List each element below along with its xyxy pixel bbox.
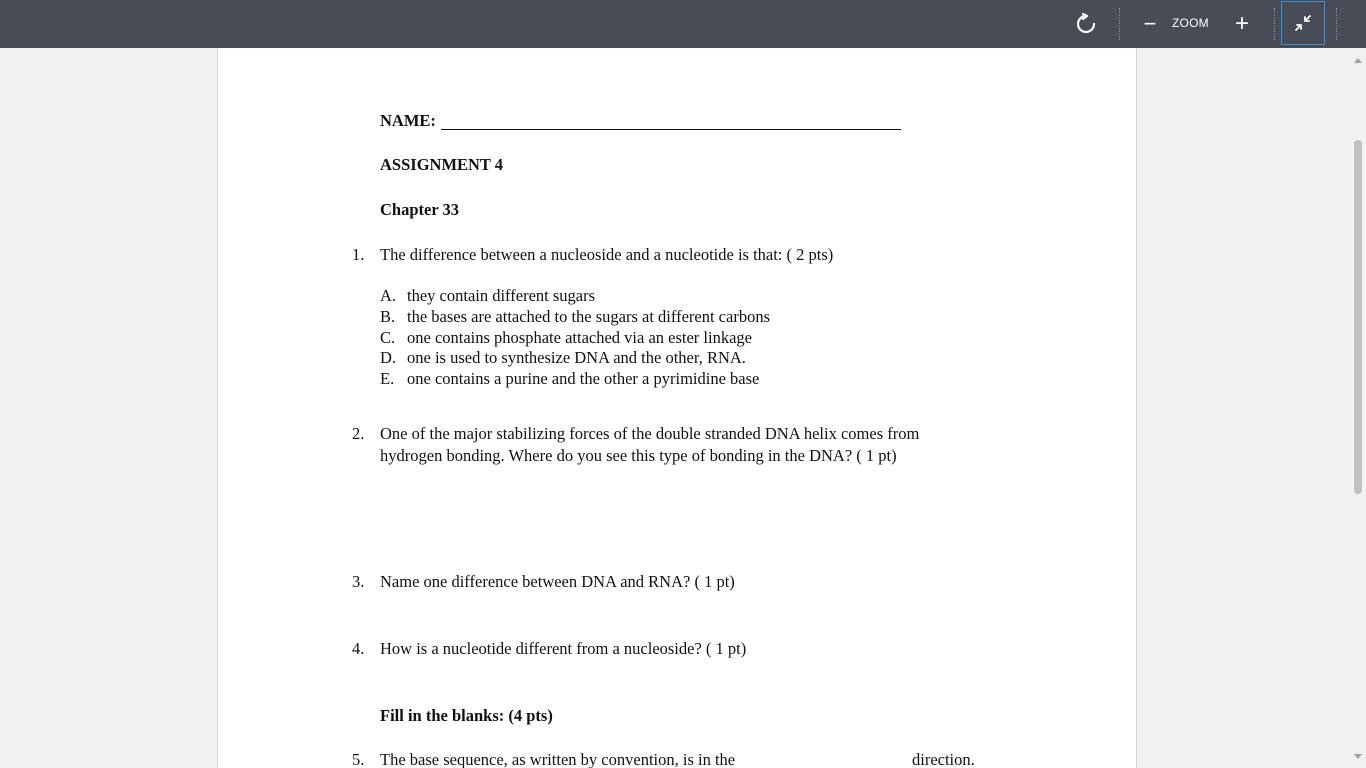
zoom-out-button[interactable] — [1136, 10, 1164, 38]
scroll-down-arrow-icon[interactable] — [1354, 754, 1362, 759]
fill-in-heading: Fill in the blanks: (4 pts) — [380, 706, 553, 725]
name-blank-line — [441, 129, 901, 130]
option-text: one contains a purine and the other a pyrimidine base — [407, 369, 760, 388]
option-letter: C. — [380, 328, 396, 347]
document-page — [217, 48, 1137, 768]
question-4-text: How is a nucleotide different from a nucleoside? ( 1 pt) — [380, 639, 747, 658]
document-viewer[interactable] — [0, 48, 1366, 768]
minus-icon: − — [1143, 11, 1157, 36]
vertical-scrollbar[interactable] — [1350, 48, 1366, 768]
question-4-number: 4. — [352, 639, 365, 658]
question-2-text-line-1: One of the major stabilizing forces of the double stranded DNA helix comes from — [380, 424, 920, 443]
question-3-number: 3. — [352, 572, 365, 591]
name-label: NAME: — [380, 111, 436, 130]
collapse-icon — [1294, 14, 1312, 32]
viewer-toolbar — [0, 0, 1366, 48]
scrollbar-thumb[interactable] — [1354, 140, 1362, 494]
option-text: they contain different sugars — [407, 286, 596, 305]
question-2-number: 2. — [352, 424, 365, 443]
scroll-up-arrow-icon[interactable] — [1354, 58, 1362, 63]
exit-fullscreen-button[interactable] — [1281, 1, 1325, 45]
question-1-number: 1. — [352, 245, 365, 264]
zoom-label: ZOOM — [1172, 16, 1209, 30]
option-letter: A. — [380, 286, 397, 305]
option-letter: D. — [380, 348, 397, 367]
plus-icon: + — [1234, 10, 1249, 37]
option-text: one is used to synthesize DNA and the other, RNA. — [407, 348, 746, 367]
question-5-number: 5. — [352, 750, 365, 768]
toolbar-divider — [1119, 8, 1120, 40]
question-1-text: The difference between a nucleoside and a nucleotide is that: ( 2 pts) — [380, 245, 834, 264]
rotate-icon — [1075, 13, 1097, 35]
option-letter: E. — [380, 369, 395, 388]
rotate-button[interactable] — [1072, 10, 1100, 38]
question-5-tail: direction. — [912, 750, 975, 768]
question-3-text: Name one difference between DNA and RNA? ( 1 pt) — [380, 572, 735, 591]
toolbar-divider — [1336, 8, 1337, 40]
question-5-text: The base sequence, as written by convention, is in the — [380, 750, 736, 768]
question-2-text-line-2: hydrogen bonding. Where do you see this type of bonding in the DNA? ( 1 pt) — [380, 446, 897, 465]
assignment-title: ASSIGNMENT 4 — [380, 155, 504, 174]
option-text: the bases are attached to the sugars at different carbons — [407, 307, 770, 326]
toolbar-divider — [1274, 8, 1275, 40]
option-letter: B. — [380, 307, 396, 326]
option-text: one contains phosphate attached via an ester linkage — [407, 328, 752, 347]
chapter-heading: Chapter 33 — [380, 200, 459, 219]
zoom-in-button[interactable] — [1228, 10, 1256, 38]
